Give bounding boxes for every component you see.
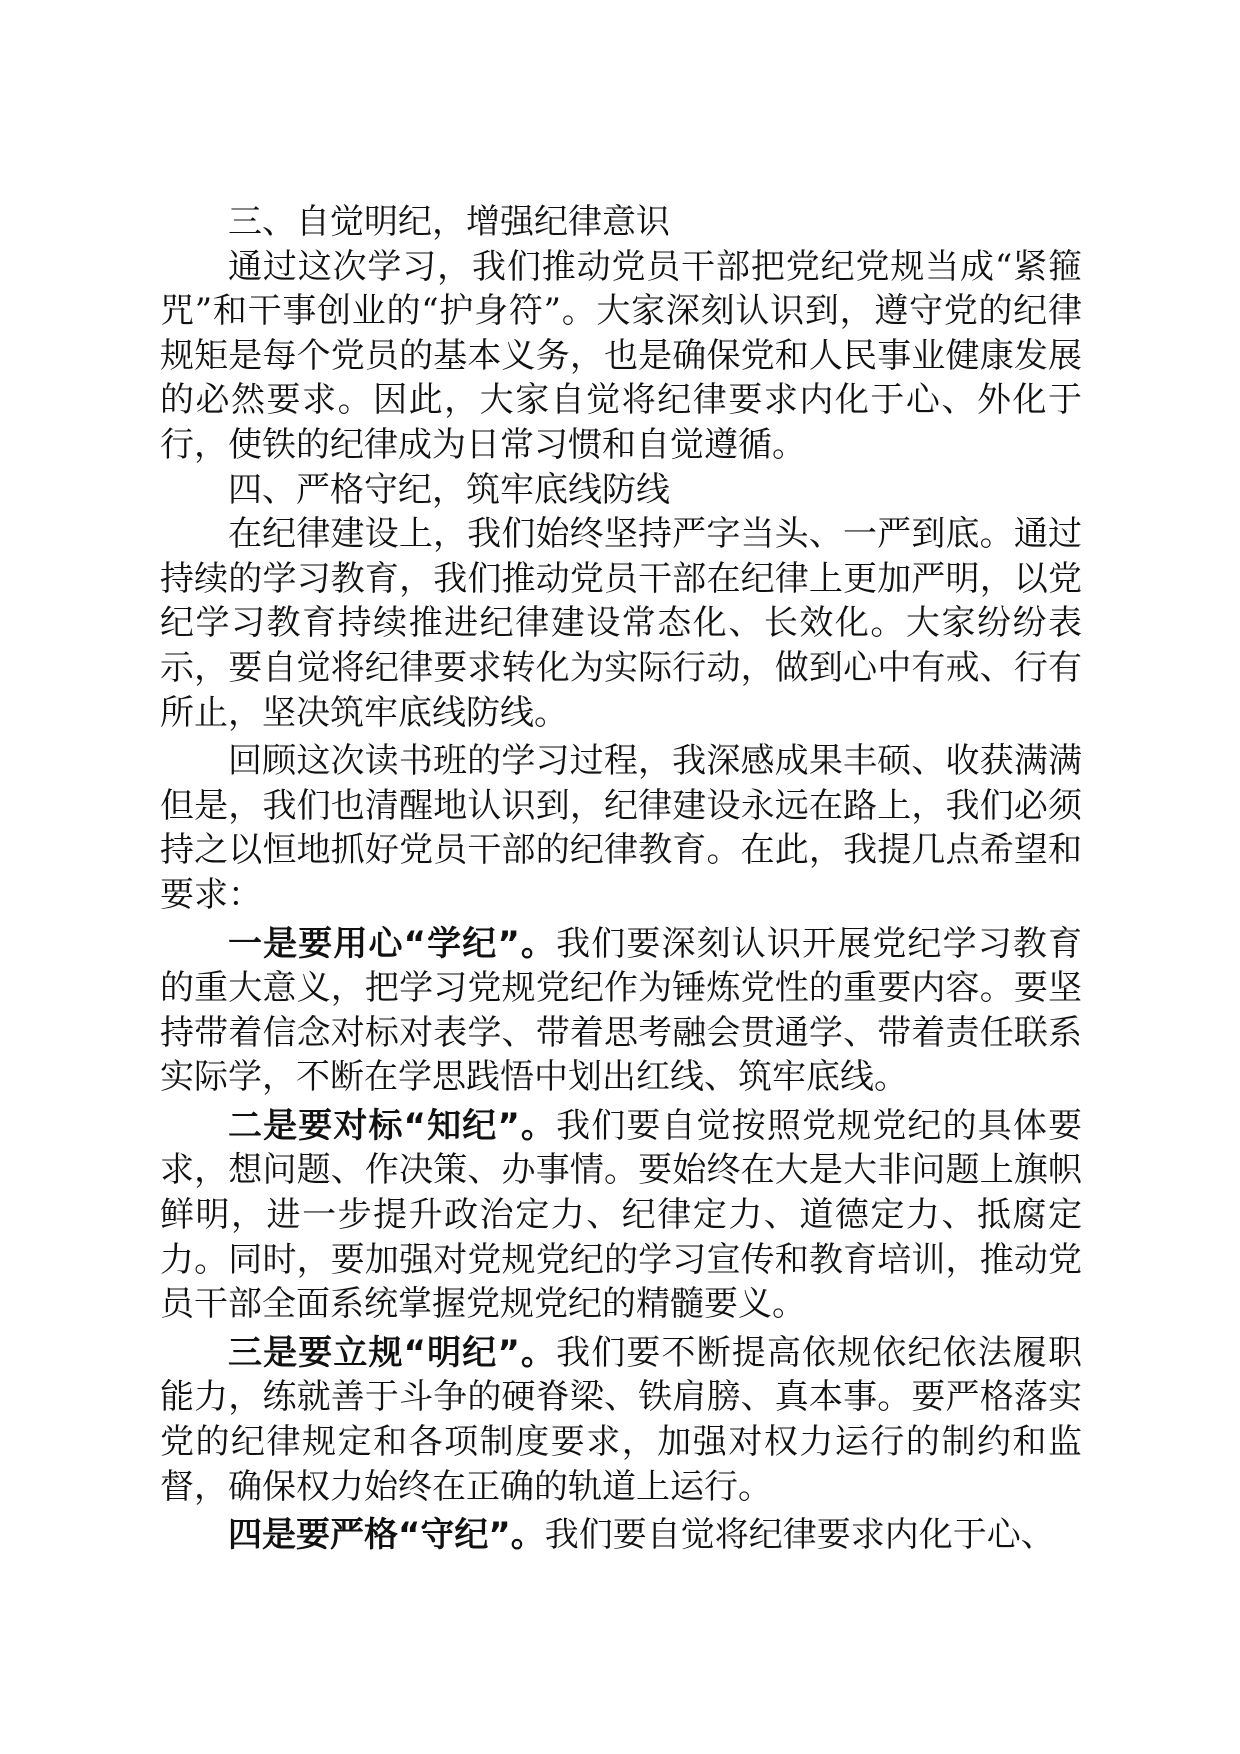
requirement-text: 我们要自觉按照党规党纪的具体要求，想问题、作决策、办事情。要始终在大是大非问题上旗帜鲜明，进一步提升政治定力、纪律定力、道德定力、抵腐定力。同时，要加强对党规党纪的学习宣传和教育培训，推动党员干部全面系统掌握党规党纪的精髓要义。: [160, 1105, 1083, 1325]
document-page: [160, 200, 1082, 1558]
requirement-text: 我们要不断提高依规依纪依法履职能力，练就善于斗争的硬脊梁、铁肩膀、真本事。要严格落实党的纪律规定和各项制度要求，加强对权力运行的制约和监督，确保权力始终在正确的轨道上运行。: [160, 1332, 1083, 1507]
requirement-3: [160, 1331, 1082, 1509]
section-body-4: 在纪律建设上，我们始终坚持严字当头、一严到底。通过持续的学习教育，我们推动党员干部在纪律上更加严明，以党纪学习教育持续推进纪律建设常态化、长效化。大家纷纷表示，要自觉将纪律要求转化为实际行动，做到心中有戒、行有所止，坚决筑牢底线防线。: [160, 514, 1082, 733]
requirement-lead: 三是要立规“明纪”。: [228, 1332, 557, 1373]
requirement-lead: 一是要用心“学纪”。: [228, 923, 557, 964]
review-paragraph: 回顾这次读书班的学习过程，我深感成果丰硕、收获满满但是，我们也清醒地认识到，纪律建设永远在路上，我们必须持之以恒地抓好党员干部的纪律教育。在此，我提几点希望和要求：: [160, 741, 1082, 915]
requirement-1: [160, 922, 1082, 1100]
requirement-lead: 四是要严格“守纪”。: [228, 1515, 545, 1556]
requirement-lead: 二是要对标“知纪”。: [228, 1105, 557, 1146]
requirement-4: [160, 1513, 1082, 1558]
section-body-3: 通过这次学习，我们推动党员干部把党纪党规当成“紧箍咒”和干事创业的“护身符”。大家深刻认识到，遵守党的纪律规矩是每个党员的基本义务，也是确保党和人民事业健康发展的必然要求。因此，大家自觉将纪律要求内化于心、外化于行，使铁的纪律成为日常习惯和自觉遵循。: [160, 246, 1082, 465]
section-heading-3: 三、自觉明纪，增强纪律意识: [228, 202, 670, 242]
requirement-2: [160, 1104, 1082, 1327]
section-heading-4: 四、严格守纪，筑牢底线防线: [228, 469, 670, 510]
requirement-text: 我们要自觉将纪律要求内化于心、: [544, 1515, 1055, 1556]
requirement-text: 我们要深刻认识开展党纪学习教育的重大意义，把学习党规党纪作为锤炼党性的重要内容。要坚持带着信念对标对表学、带着思考融会贯通学、带着责任联系实际学，不断在学思践悟中划出红线、筑牢底线。: [160, 923, 1083, 1098]
